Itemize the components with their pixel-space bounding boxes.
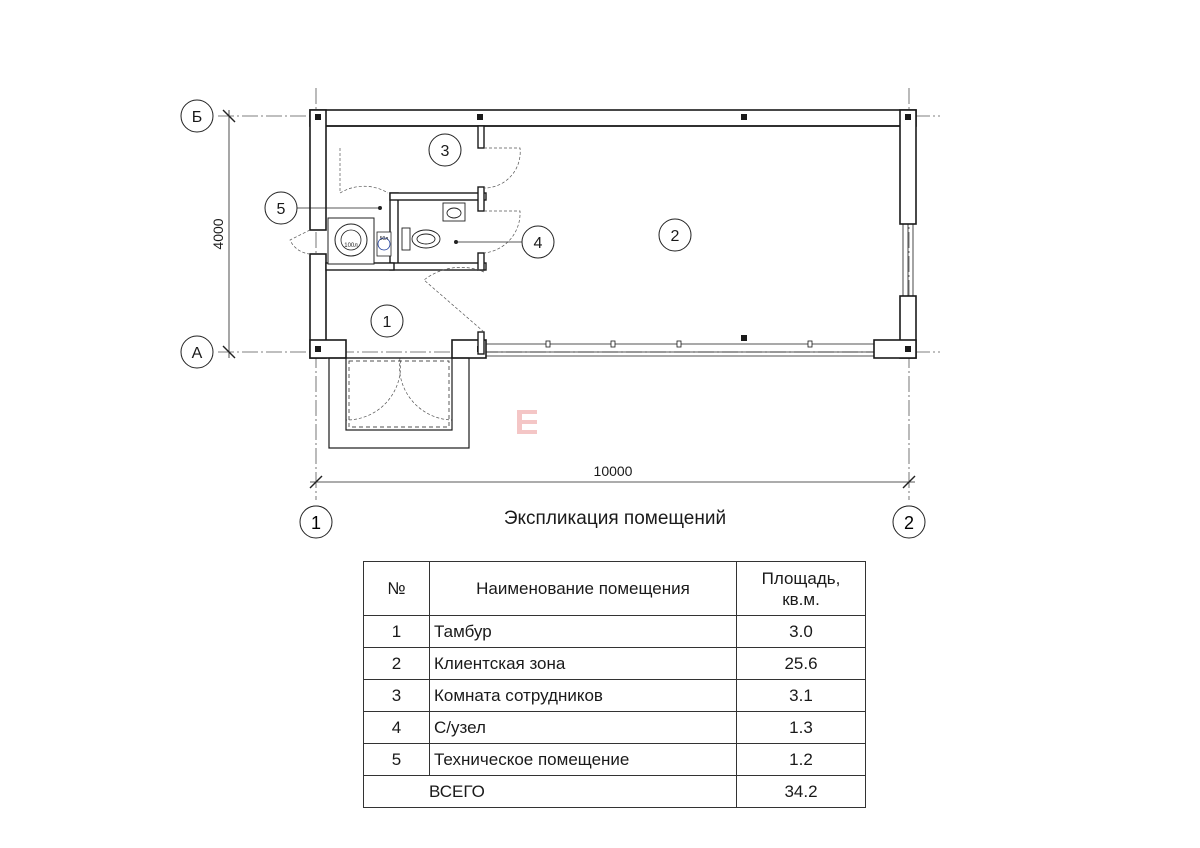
table-row	[364, 648, 866, 680]
header-area-line1: Площадь,	[761, 568, 841, 588]
row-area: 1.3	[737, 712, 866, 744]
table-total-row	[364, 776, 866, 808]
header-no: №	[364, 562, 430, 616]
row-no: 5	[364, 744, 430, 776]
row-name: С/узел	[430, 712, 737, 744]
row-area: 3.0	[737, 616, 866, 648]
header-area	[737, 562, 866, 616]
washbasin	[443, 203, 465, 221]
axis-label-col-2: 2	[903, 513, 915, 533]
axis-bubble-row-a	[181, 336, 213, 368]
storefront-glazing	[486, 341, 874, 356]
svg-text:10000: 10000	[593, 463, 633, 479]
room-marker-4	[454, 226, 554, 258]
row-no: 3	[364, 680, 430, 712]
svg-text:3: 3	[440, 143, 450, 160]
row-name: Техническое помещение	[430, 744, 737, 776]
watermark-logo	[517, 410, 537, 434]
toilet	[402, 228, 440, 250]
header-name: Наименование помещения	[430, 562, 737, 616]
header-area-line2: кв.м.	[782, 589, 820, 609]
room-marker-2	[659, 219, 691, 251]
dimension-width	[310, 463, 915, 488]
svg-text:100л: 100л	[344, 243, 358, 249]
svg-text:1: 1	[382, 314, 392, 331]
svg-text:4: 4	[533, 235, 543, 252]
table-row	[364, 680, 866, 712]
row-area: 25.6	[737, 648, 866, 680]
entrance-vestibule	[329, 358, 469, 448]
axis-bubble-row-b	[181, 100, 213, 132]
row-name: Тамбур	[430, 616, 737, 648]
svg-text:4000: 4000	[210, 218, 226, 250]
row-no: 2	[364, 648, 430, 680]
svg-text:5: 5	[276, 201, 286, 218]
row-name: Комната сотрудников	[430, 680, 737, 712]
svg-text:Б: Б	[191, 109, 203, 126]
svg-text:2: 2	[670, 228, 680, 245]
row-area: 3.1	[737, 680, 866, 712]
row-name: Клиентская зона	[430, 648, 737, 680]
boiler	[328, 218, 374, 264]
water-heater	[377, 232, 391, 256]
table-row	[364, 744, 866, 776]
row-no: 1	[364, 616, 430, 648]
explication-table	[363, 561, 866, 808]
total-label: ВСЕГО	[364, 776, 737, 808]
svg-text:А: А	[191, 345, 203, 362]
dimension-height	[210, 110, 235, 358]
table-row	[364, 712, 866, 744]
room-marker-3	[429, 134, 461, 166]
row-no: 4	[364, 712, 430, 744]
explication-title: Экспликация помещений	[503, 508, 727, 529]
svg-text:50л: 50л	[379, 236, 389, 242]
axis-label-col-1: 1	[310, 513, 322, 533]
table-row	[364, 616, 866, 648]
room-marker-1	[371, 305, 403, 337]
row-area: 1.2	[737, 744, 866, 776]
right-window	[903, 224, 913, 296]
total-area: 34.2	[737, 776, 866, 808]
table-header-row	[364, 562, 866, 616]
